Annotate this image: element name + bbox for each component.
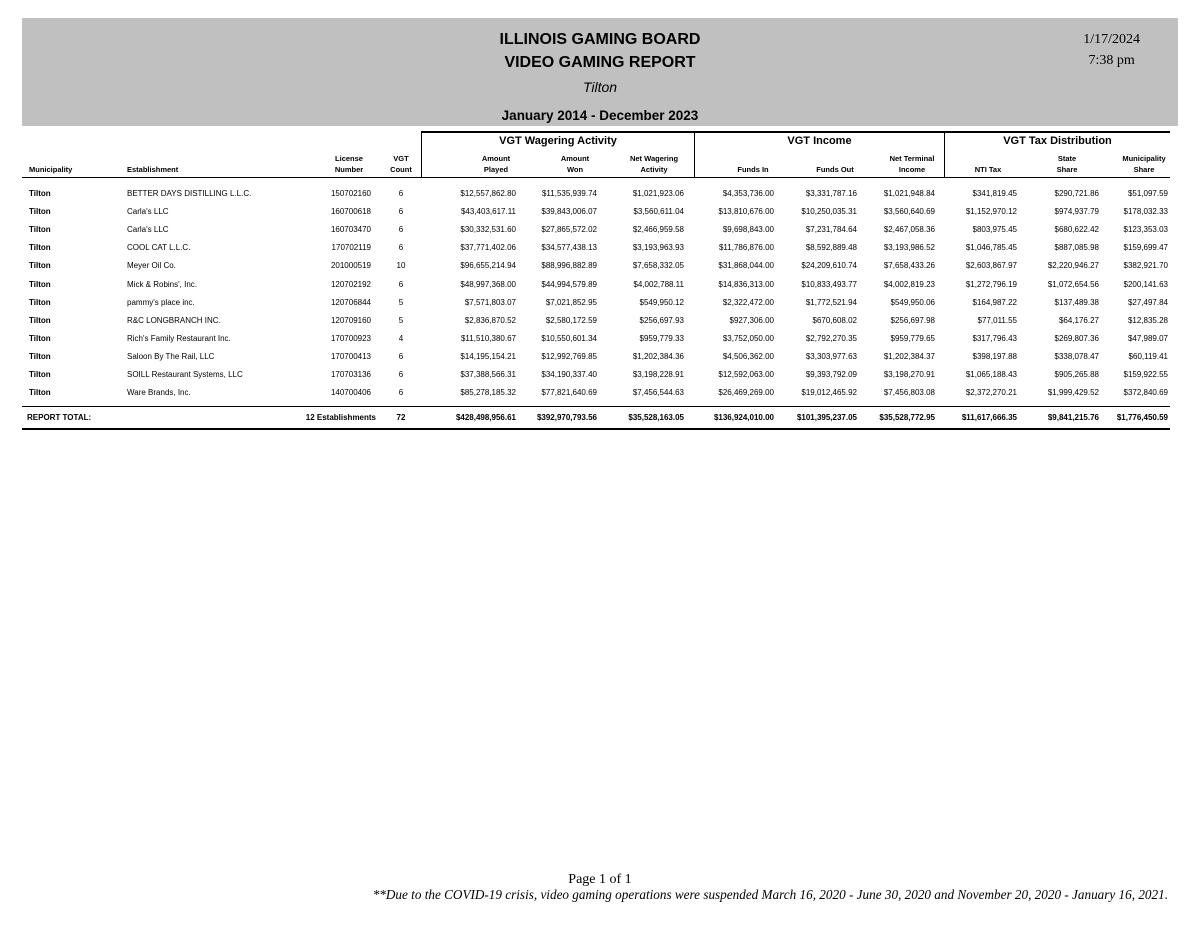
cell-net-terminal-income: $3,560,640.69 bbox=[883, 207, 935, 217]
cell-amount-played: $48,997,368.00 bbox=[460, 279, 516, 289]
cell-vgt-count: 10 bbox=[396, 261, 406, 271]
cell-vgt-count: 5 bbox=[398, 297, 404, 307]
cell-establishment: Mick & Robins', Inc. bbox=[127, 279, 197, 289]
total-vgt: 72 bbox=[396, 413, 406, 422]
col-amount-played bbox=[466, 153, 526, 175]
col-amount-won bbox=[545, 153, 605, 175]
cell-nti-tax: $77,011.55 bbox=[977, 315, 1017, 325]
cell-license: 201000519 bbox=[330, 261, 371, 271]
report-period: January 2014 - December 2023 bbox=[501, 108, 699, 123]
cell-amount-played: $85,278,185.32 bbox=[460, 388, 516, 398]
cell-municipality: Tilton bbox=[29, 370, 51, 379]
report-time: 7:38 pm bbox=[1088, 53, 1135, 68]
total-label: REPORT TOTAL: bbox=[27, 413, 92, 422]
table-row bbox=[22, 388, 1170, 406]
cell-state-share: $974,937.79 bbox=[1054, 207, 1099, 217]
col-nti-line1: Net Terminal bbox=[889, 154, 935, 163]
col-funds-in: Funds In bbox=[737, 165, 769, 174]
col-won-line1: Amount bbox=[560, 154, 590, 163]
report-total-row bbox=[22, 406, 1170, 430]
table-row bbox=[22, 225, 1170, 243]
cell-state-share: $680,622.42 bbox=[1054, 225, 1099, 235]
covid-note: **Due to the COVID-19 crisis, video gaming operations were suspended March 16, 2020 - June 30, 2020 and November 20, 2020 - January 16, 2021. bbox=[372, 887, 1168, 902]
cell-funds-out: $2,792,270.35 bbox=[805, 333, 857, 343]
cell-municipality: Tilton bbox=[29, 333, 51, 343]
cell-municipality-share: $47,989.07 bbox=[1127, 333, 1168, 343]
table-row bbox=[22, 207, 1170, 225]
col-netwag-line1: Net Wagering bbox=[629, 154, 679, 163]
cell-municipality: Tilton bbox=[29, 243, 51, 253]
col-net-wagering bbox=[619, 153, 689, 175]
group-tax: VGT Tax Distribution bbox=[944, 131, 1170, 150]
cell-state-share: $905,265.88 bbox=[1054, 370, 1099, 379]
cell-establishment: Saloon By The Rail, LLC bbox=[127, 351, 215, 361]
cell-net-terminal-income: $7,658,433.26 bbox=[883, 261, 935, 271]
cell-state-share: $1,072,654.56 bbox=[1047, 279, 1099, 289]
cell-amount-played: $37,771,402.06 bbox=[460, 243, 516, 253]
cell-amount-won: $88,996,882.89 bbox=[541, 261, 597, 271]
cell-net-wagering: $549,950.12 bbox=[639, 297, 684, 307]
cell-net-terminal-income: $549,950.06 bbox=[890, 297, 935, 307]
cell-amount-won: $27,865,572.02 bbox=[541, 225, 597, 235]
cell-vgt-count: 6 bbox=[398, 279, 404, 289]
col-nti-tax: NTI Tax bbox=[974, 165, 1002, 174]
cell-funds-out: $3,303,977.63 bbox=[805, 351, 857, 361]
cell-nti-tax: $1,046,785.45 bbox=[965, 243, 1017, 253]
cell-municipality-share: $178,032.33 bbox=[1123, 207, 1168, 217]
cell-net-terminal-income: $1,021,948.84 bbox=[883, 189, 935, 198]
divider bbox=[694, 150, 695, 178]
cell-amount-played: $11,510,380.67 bbox=[460, 333, 516, 343]
cell-amount-won: $77,821,640.69 bbox=[541, 388, 597, 398]
col-state-line1: State bbox=[1057, 154, 1077, 163]
cell-municipality: Tilton bbox=[29, 388, 51, 398]
cell-state-share: $887,085.98 bbox=[1054, 243, 1099, 253]
table-row bbox=[22, 261, 1170, 279]
cell-net-wagering: $1,021,923.06 bbox=[632, 189, 684, 198]
cell-nti-tax: $2,372,270.21 bbox=[965, 388, 1017, 398]
cell-municipality-share: $51,097.59 bbox=[1127, 189, 1168, 198]
table-row bbox=[22, 334, 1170, 352]
cell-establishment: Ware Brands, Inc. bbox=[127, 388, 191, 398]
report-date: 1/17/2024 bbox=[1083, 32, 1140, 47]
col-netwag-line2: Activity bbox=[640, 165, 668, 174]
cell-net-terminal-income: $256,697.98 bbox=[890, 315, 935, 325]
col-municipality-share bbox=[1114, 153, 1174, 175]
col-muni-line1: Municipality bbox=[1122, 154, 1166, 163]
cell-amount-played: $43,403,617.11 bbox=[460, 207, 516, 217]
cell-funds-out: $3,331,787.16 bbox=[805, 189, 857, 198]
cell-funds-in: $2,322,472.00 bbox=[722, 297, 774, 307]
cell-funds-out: $24,209,610.74 bbox=[801, 261, 857, 271]
cell-vgt-count: 6 bbox=[398, 351, 404, 361]
cell-net-wagering: $2,466,959.58 bbox=[632, 225, 684, 235]
group-wagering: VGT Wagering Activity bbox=[421, 131, 694, 150]
cell-establishment: Meyer Oil Co. bbox=[127, 261, 176, 271]
cell-municipality: Tilton bbox=[29, 261, 51, 271]
cell-state-share: $269,807.36 bbox=[1054, 333, 1099, 343]
cell-net-wagering: $256,697.93 bbox=[639, 315, 684, 325]
cell-net-terminal-income: $2,467,058.36 bbox=[883, 225, 935, 235]
divider bbox=[421, 150, 422, 178]
cell-vgt-count: 5 bbox=[398, 315, 404, 325]
cell-vgt-count: 6 bbox=[398, 388, 404, 398]
cell-license: 160700618 bbox=[330, 207, 371, 217]
cell-funds-out: $10,833,493.77 bbox=[801, 279, 857, 289]
col-establishment: Establishment bbox=[127, 165, 179, 174]
cell-funds-in: $26,469,269.00 bbox=[718, 388, 774, 398]
total-netwag: $35,528,163.05 bbox=[628, 413, 684, 422]
cell-amount-played: $14,195,154.21 bbox=[460, 351, 516, 361]
cell-license: 150702160 bbox=[330, 189, 371, 198]
cell-establishment: Carla's LLC bbox=[127, 207, 169, 217]
report-title-line2: VIDEO GAMING REPORT bbox=[504, 54, 696, 71]
table-row bbox=[22, 243, 1170, 261]
cell-municipality-share: $12,835.28 bbox=[1127, 315, 1168, 325]
col-vgt-line1: VGT bbox=[393, 154, 409, 163]
cell-funds-out: $19,012,465.92 bbox=[801, 388, 857, 398]
col-won-line2: Won bbox=[566, 165, 584, 174]
cell-net-wagering: $3,560,611.04 bbox=[633, 207, 684, 217]
cell-municipality-share: $200,141.63 bbox=[1123, 279, 1168, 289]
cell-funds-in: $31,868,044.00 bbox=[718, 261, 774, 271]
cell-funds-in: $12,592,063.00 bbox=[718, 370, 774, 379]
cell-vgt-count: 6 bbox=[398, 189, 404, 198]
cell-municipality: Tilton bbox=[29, 189, 51, 198]
cell-establishment: pammy's place inc. bbox=[127, 297, 195, 307]
cell-net-wagering: $7,456,544.63 bbox=[632, 388, 684, 398]
cell-funds-out: $9,393,792.09 bbox=[805, 370, 857, 379]
table-row bbox=[22, 280, 1170, 298]
cell-license: 140700406 bbox=[330, 388, 371, 398]
col-license bbox=[326, 153, 372, 175]
total-state-share: $9,841,215.76 bbox=[1047, 413, 1099, 422]
col-state-share bbox=[1047, 153, 1087, 175]
cell-vgt-count: 6 bbox=[398, 207, 404, 217]
cell-amount-won: $44,994,579.89 bbox=[541, 279, 597, 289]
cell-amount-played: $96,655,214.94 bbox=[460, 261, 516, 271]
cell-establishment: SOILL Restaurant Systems, LLC bbox=[127, 370, 243, 379]
total-nti: $35,528,772.95 bbox=[879, 413, 935, 422]
col-vgt-count bbox=[386, 153, 416, 175]
cell-state-share: $64,176.27 bbox=[1058, 315, 1099, 325]
cell-vgt-count: 6 bbox=[398, 370, 404, 379]
cell-nti-tax: $398,197.88 bbox=[972, 351, 1017, 361]
cell-nti-tax: $2,603,867.97 bbox=[965, 261, 1017, 271]
col-funds-out: Funds Out bbox=[816, 165, 854, 174]
cell-funds-in: $14,836,313.00 bbox=[718, 279, 774, 289]
cell-funds-in: $3,752,050.00 bbox=[722, 333, 774, 343]
cell-license: 170703136 bbox=[330, 370, 371, 379]
cell-municipality-share: $382,921.70 bbox=[1123, 261, 1168, 271]
header-rule bbox=[22, 177, 1170, 178]
cell-funds-out: $8,592,889.48 bbox=[805, 243, 857, 253]
cell-amount-won: $10,550,601.34 bbox=[541, 333, 597, 343]
cell-amount-won: $7,021,852.95 bbox=[545, 297, 597, 307]
cell-establishment: R&C LONGBRANCH INC. bbox=[127, 315, 221, 325]
cell-amount-played: $7,571,803.07 bbox=[464, 297, 516, 307]
cell-funds-out: $1,772,521.94 bbox=[805, 297, 857, 307]
cell-license: 160703470 bbox=[330, 225, 371, 235]
cell-nti-tax: $803,975.45 bbox=[972, 225, 1017, 235]
cell-nti-tax: $1,272,796.19 bbox=[965, 279, 1017, 289]
cell-municipality: Tilton bbox=[29, 225, 51, 235]
cell-municipality: Tilton bbox=[29, 351, 51, 361]
cell-state-share: $2,220,946.27 bbox=[1047, 261, 1099, 271]
cell-municipality-share: $372,840.69 bbox=[1123, 388, 1168, 398]
report-timestamp bbox=[1083, 29, 1140, 71]
cell-net-terminal-income: $1,202,384.37 bbox=[883, 351, 935, 361]
total-played: $428,498,956.61 bbox=[455, 413, 516, 422]
table-row bbox=[22, 189, 1170, 207]
cell-amount-won: $11,535,939.74 bbox=[541, 189, 597, 198]
cell-net-wagering: $3,193,963.93 bbox=[632, 243, 684, 253]
cell-net-wagering: $1,202,384.36 bbox=[632, 351, 684, 361]
cell-amount-won: $2,580,172.59 bbox=[545, 315, 597, 325]
cell-license: 170702119 bbox=[331, 243, 371, 253]
cell-amount-won: $34,577,438.13 bbox=[541, 243, 597, 253]
cell-establishment: COOL CAT L.L.C. bbox=[127, 243, 191, 253]
cell-funds-in: $927,306.00 bbox=[729, 315, 774, 325]
cell-municipality: Tilton bbox=[29, 315, 51, 325]
cell-municipality: Tilton bbox=[29, 279, 51, 289]
cell-net-terminal-income: $959,779.65 bbox=[890, 333, 935, 343]
cell-amount-played: $2,836,870.52 bbox=[464, 315, 516, 325]
cell-funds-out: $7,231,784.64 bbox=[805, 225, 857, 235]
cell-license: 120709160 bbox=[330, 315, 371, 325]
col-municipality: Municipality bbox=[29, 165, 73, 174]
cell-net-wagering: $7,658,332.05 bbox=[632, 261, 684, 271]
table-row bbox=[22, 298, 1170, 316]
cell-state-share: $290,721.86 bbox=[1054, 189, 1099, 198]
col-license-line1: License bbox=[335, 154, 363, 163]
cell-municipality: Tilton bbox=[29, 207, 51, 217]
cell-license: 170700923 bbox=[330, 333, 371, 343]
total-funds-out: $101,395,237.05 bbox=[796, 413, 857, 422]
cell-net-terminal-income: $4,002,819.23 bbox=[883, 279, 935, 289]
cell-net-wagering: $3,198,228.91 bbox=[632, 370, 684, 379]
cell-vgt-count: 4 bbox=[398, 333, 404, 343]
cell-net-wagering: $4,002,788.11 bbox=[633, 279, 684, 289]
cell-amount-played: $30,332,531.60 bbox=[460, 225, 516, 235]
cell-license: 120702192 bbox=[330, 279, 371, 289]
cell-state-share: $137,489.38 bbox=[1054, 297, 1099, 307]
cell-vgt-count: 6 bbox=[398, 243, 404, 253]
cell-amount-won: $34,190,337.40 bbox=[541, 370, 597, 379]
group-income: VGT Income bbox=[694, 131, 944, 150]
cell-municipality: Tilton bbox=[29, 297, 51, 307]
col-net-terminal-income bbox=[878, 153, 946, 175]
cell-municipality-share: $60,119.41 bbox=[1128, 351, 1168, 361]
cell-vgt-count: 6 bbox=[398, 225, 404, 235]
cell-municipality-share: $159,922.55 bbox=[1123, 370, 1168, 379]
cell-amount-won: $12,992,769.85 bbox=[541, 351, 597, 361]
col-vgt-line2: Count bbox=[390, 165, 412, 174]
total-funds-in: $136,924,010.00 bbox=[713, 413, 774, 422]
col-played-line1: Amount bbox=[481, 154, 511, 163]
page-number: Page 1 of 1 bbox=[568, 872, 632, 887]
cell-establishment: BETTER DAYS DISTILLING L.L.C. bbox=[127, 189, 252, 198]
cell-amount-played: $37,388,566.31 bbox=[460, 370, 516, 379]
cell-amount-won: $39,843,006.07 bbox=[541, 207, 597, 217]
cell-establishment: Rich's Family Restaurant Inc. bbox=[127, 333, 231, 343]
cell-establishment: Carla's LLC bbox=[127, 225, 169, 235]
col-state-line2: Share bbox=[1056, 165, 1078, 174]
cell-license: 170700413 bbox=[330, 351, 371, 361]
col-license-line2: Number bbox=[334, 165, 364, 174]
cell-funds-in: $13,810,676.00 bbox=[718, 207, 774, 217]
report-municipality: Tilton bbox=[582, 79, 618, 95]
table-row bbox=[22, 370, 1170, 388]
total-nti-tax: $11,617,666.35 bbox=[961, 413, 1017, 422]
cell-municipality-share: $123,353.03 bbox=[1123, 225, 1168, 235]
cell-funds-in: $9,698,843.00 bbox=[722, 225, 774, 235]
cell-funds-in: $4,506,362.00 bbox=[722, 351, 774, 361]
cell-nti-tax: $1,065,188.43 bbox=[965, 370, 1017, 379]
table-row bbox=[22, 316, 1170, 334]
total-won: $392,970,793.56 bbox=[536, 413, 597, 422]
cell-funds-in: $4,353,736.00 bbox=[722, 189, 774, 198]
cell-net-terminal-income: $7,456,803.08 bbox=[883, 388, 935, 398]
report-title-line1: ILLINOIS GAMING BOARD bbox=[499, 31, 701, 48]
cell-net-terminal-income: $3,193,986.52 bbox=[883, 243, 935, 253]
col-nti-line2: Income bbox=[898, 165, 926, 174]
cell-municipality-share: $159,699.47 bbox=[1123, 243, 1168, 253]
cell-net-wagering: $959,779.33 bbox=[639, 333, 684, 343]
cell-license: 120706844 bbox=[330, 297, 371, 307]
cell-amount-played: $12,557,862.80 bbox=[460, 189, 516, 198]
cell-state-share: $338,078.47 bbox=[1054, 351, 1099, 361]
cell-funds-out: $670,608.02 bbox=[812, 315, 857, 325]
cell-funds-out: $10,250,035.31 bbox=[801, 207, 857, 217]
cell-state-share: $1,999,429.52 bbox=[1047, 388, 1099, 398]
cell-nti-tax: $164,987.22 bbox=[972, 297, 1017, 307]
cell-nti-tax: $317,796.43 bbox=[972, 333, 1017, 343]
table-row bbox=[22, 352, 1170, 370]
cell-funds-in: $11,786,876.00 bbox=[718, 243, 774, 253]
report-header bbox=[22, 18, 1178, 126]
cell-net-terminal-income: $3,198,270.91 bbox=[883, 370, 935, 379]
total-municipality-share: $1,776,450.59 bbox=[1116, 413, 1168, 422]
col-played-line2: Played bbox=[483, 165, 509, 174]
cell-nti-tax: $341,819.45 bbox=[972, 189, 1017, 198]
cell-municipality-share: $27,497.84 bbox=[1127, 297, 1168, 307]
cell-nti-tax: $1,152,970.12 bbox=[965, 207, 1017, 217]
total-establishments: 12 Establishments bbox=[305, 413, 376, 422]
col-muni-line2: Share bbox=[1133, 165, 1155, 174]
